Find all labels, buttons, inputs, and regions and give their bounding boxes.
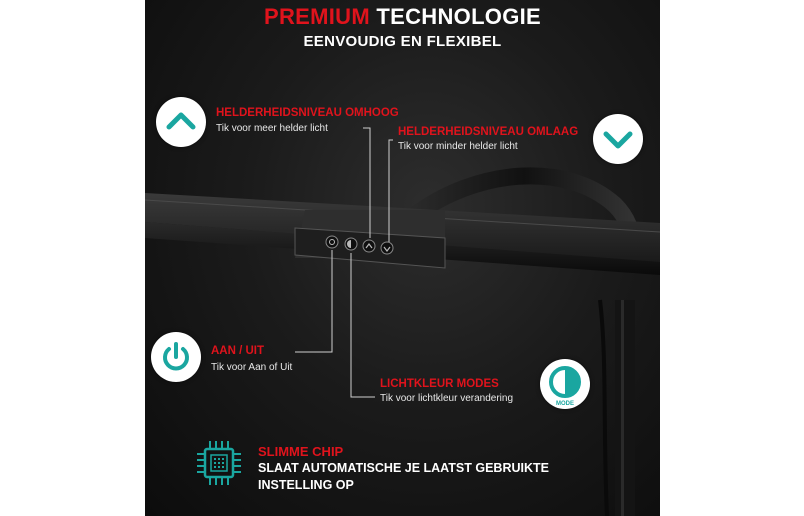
power-desc: Tik voor Aan of Uit bbox=[211, 362, 293, 373]
leader-line-power bbox=[295, 250, 332, 352]
chevron-down-icon bbox=[593, 114, 643, 164]
chevron-up-icon bbox=[156, 97, 206, 147]
down-desc: Tik voor minder helder licht bbox=[398, 141, 518, 152]
power-title: AAN / UIT bbox=[211, 345, 265, 357]
up-desc: Tik voor meer helder licht bbox=[216, 123, 328, 134]
lamp-pole bbox=[615, 300, 635, 516]
page-title: PREMIUM TECHNOLOGIE bbox=[263, 4, 542, 29]
page-subtitle: EENVOUDIG EN FLEXIBEL bbox=[303, 33, 502, 50]
chip-title: SLIMME CHIP bbox=[258, 444, 344, 459]
chip-icon bbox=[193, 437, 245, 489]
down-title: HELDERHEIDSNIVEAU OMLAAG bbox=[398, 126, 579, 138]
product-panel bbox=[145, 0, 660, 516]
leader-line-mode bbox=[351, 253, 375, 397]
power-icon bbox=[151, 332, 201, 382]
mode-title: LICHTKLEUR MODES bbox=[380, 378, 499, 390]
mode-badge-text: MODE bbox=[556, 401, 574, 407]
chip-description: SLAAT AUTOMATISCHE JE LAATST GEBRUIKTE INSTELLING OP bbox=[258, 461, 549, 492]
mode-desc: Tik voor lichtkleur verandering bbox=[380, 393, 514, 404]
mode-icon bbox=[540, 359, 590, 409]
up-title: HELDERHEIDSNIVEAU OMHOOG bbox=[216, 107, 399, 119]
